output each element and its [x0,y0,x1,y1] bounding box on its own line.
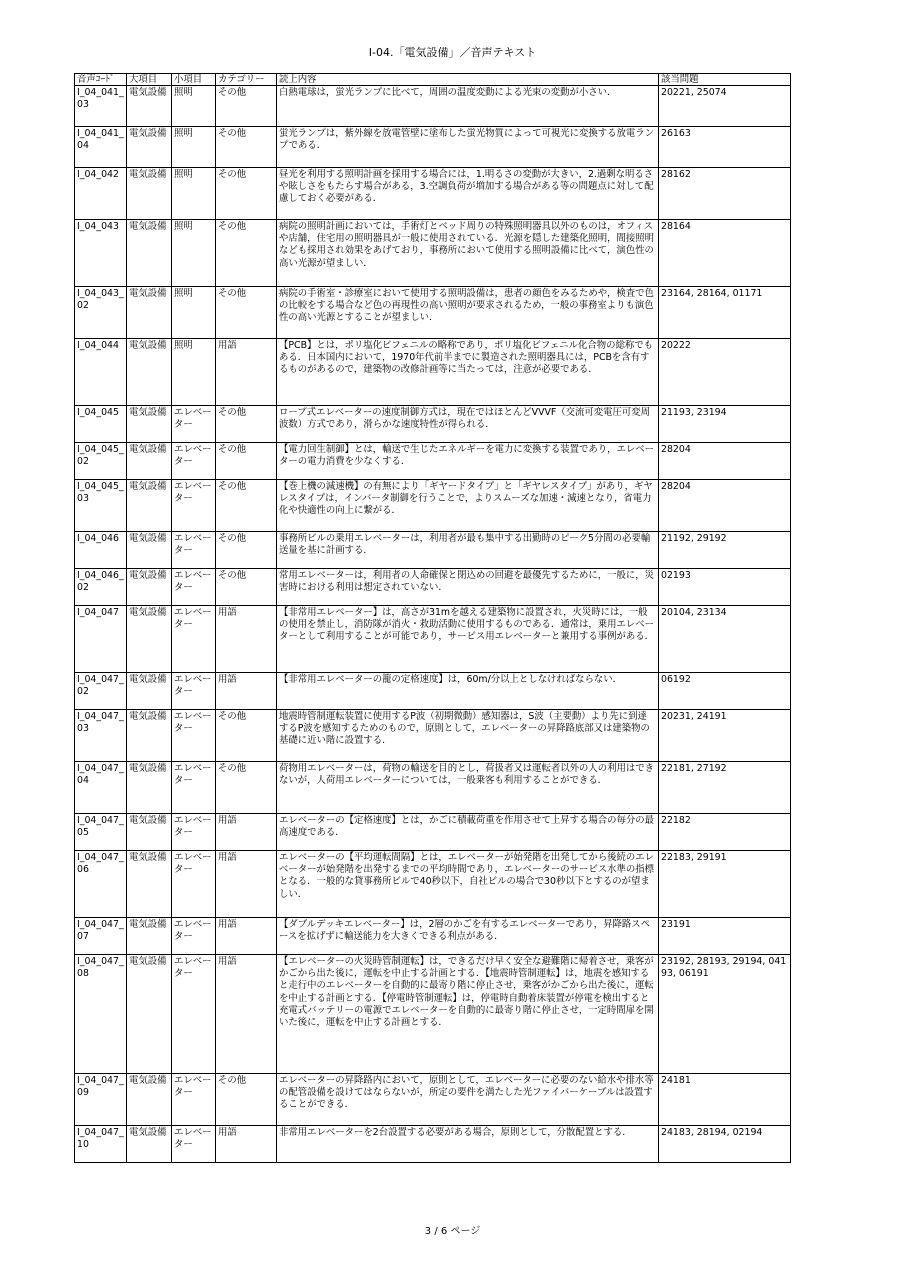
cell-category: その他 [216,762,277,814]
cell-minor: エレベーター [172,406,216,443]
cell-text: 病院の手術室・診療室において使用する照明設備は，患者の顔色をみるためや，検査で色の比較をする場合など色の再現性の高い照明が要求されるため，一般の事務室よりも演色性の高い光源とすることが望ましい． [277,287,659,339]
column-header-category: カテゴリー [216,74,277,86]
cell-category: その他 [216,86,277,127]
cell-text: 【電力回生制御】とは，輸送で生じたエネルギーを電力に変換する装置であり，エレベーターの電力消費を少なくする． [277,443,659,480]
table-row [75,127,791,168]
cell-major: 電気設備 [127,168,172,220]
cell-minor: エレベーター [172,762,216,814]
cell-refs: 28204 [659,443,791,480]
table-row [75,168,791,220]
cell-category: 用語 [216,851,277,918]
cell-category: その他 [216,168,277,220]
voice-text-table [74,73,791,1163]
cell-code: I_04_047_08 [75,955,127,1074]
cell-major: 電気設備 [127,1126,172,1163]
cell-major: 電気設備 [127,532,172,569]
cell-minor: エレベーター [172,443,216,480]
cell-category: その他 [216,569,277,606]
cell-text: エレベーターの【平均運転間隔】とは，エレベーターが始発階を出発してから後続のエレベーターが始発階を出発するまでの平均時間であり，エレベーターのサービス水準の指標となる．一般的な貸事務所ビルで40秒以下，自社ビルの場合で30秒以下とするのが望ましい． [277,851,659,918]
cell-major: 電気設備 [127,480,172,532]
cell-text: ロープ式エレベーターの速度制御方式は，現在ではほとんどVVVF（交流可変電圧可変周波数）方式であり，滑らかな速度特性が得られる． [277,406,659,443]
cell-refs: 24181 [659,1074,791,1126]
cell-text: 【ダブルデッキエレベーター】は，2層のかごを有するエレベーターであり，昇降路スペースを拡げずに輸送能力を大きくできる利点がある． [277,918,659,955]
cell-category: 用語 [216,339,277,406]
cell-category: その他 [216,532,277,569]
cell-text: 非常用エレベーターを2台設置する必要がある場合，原則として，分散配置とする． [277,1126,659,1163]
cell-code: I_04_047_06 [75,851,127,918]
cell-major: 電気設備 [127,1074,172,1126]
table-row [75,480,791,532]
cell-code: I_04_043 [75,220,127,287]
column-header-text: 読上内容 [277,74,659,86]
table-row [75,569,791,606]
cell-category: その他 [216,406,277,443]
cell-refs: 24183, 28194, 02194 [659,1126,791,1163]
cell-minor: エレベーター [172,606,216,673]
cell-code: I_04_043_02 [75,287,127,339]
cell-minor: 照明 [172,127,216,168]
page-number: 3 / 6 ページ [424,1226,481,1237]
cell-refs: 23164, 28164, 01171 [659,287,791,339]
table-row [75,955,791,1074]
cell-refs: 28162 [659,168,791,220]
cell-minor: エレベーター [172,569,216,606]
cell-major: 電気設備 [127,710,172,762]
cell-text: 【PCB】とは，ポリ塩化ビフェニルの略称であり，ポリ塩化ビフェニル化合物の総称でもある．日本国内において，1970年代前半までに製造された照明器具には，PCBを含有するものがあるので，建築物の改修計画等に当たっては，注意が必要である． [277,339,659,406]
cell-major: 電気設備 [127,287,172,339]
cell-category: 用語 [216,955,277,1074]
cell-category: その他 [216,287,277,339]
cell-minor: 照明 [172,220,216,287]
cell-code: I_04_045_02 [75,443,127,480]
cell-refs: 28164 [659,220,791,287]
cell-minor: エレベーター [172,710,216,762]
cell-text: 【非常用エレベーターの籠の定格速度】は，60m/分以上としなければならない． [277,673,659,710]
table-row [75,443,791,480]
table-row [75,532,791,569]
cell-minor: エレベーター [172,955,216,1074]
cell-code: I_04_046_02 [75,569,127,606]
cell-major: 電気設備 [127,220,172,287]
cell-refs: 22182 [659,814,791,851]
cell-category: 用語 [216,606,277,673]
cell-category: その他 [216,1074,277,1126]
cell-refs: 23192, 28193, 29194, 04193, 06191 [659,955,791,1074]
cell-text: 事務所ビルの乗用エレベーターは，利用者が最も集中する出勤時のピーク5分間の必要輸送量を基に計画する． [277,532,659,569]
cell-major: 電気設備 [127,955,172,1074]
cell-category: その他 [216,443,277,480]
cell-minor: エレベーター [172,532,216,569]
cell-refs: 23191 [659,918,791,955]
table-row [75,1074,791,1126]
cell-refs: 21193, 23194 [659,406,791,443]
cell-code: I_04_047_04 [75,762,127,814]
cell-minor: エレベーター [172,673,216,710]
cell-major: 電気設備 [127,918,172,955]
cell-text: 病院の照明計画においては，手術灯とベッド周りの特殊照明器具以外のものは，オフィスや店舗，住宅用の照明器具が一般に使用されている．光源を隠した建築化照明，間接照明なども採用され効果をあげており，事務所において使用する照明設備に比べて，演色性の高い光源が望ましい． [277,220,659,287]
table-row [75,1126,791,1163]
table-row [75,606,791,673]
cell-code: I_04_047 [75,606,127,673]
cell-category: その他 [216,710,277,762]
column-header-major: 大項目 [127,74,172,86]
cell-refs: 28204 [659,480,791,532]
cell-major: 電気設備 [127,673,172,710]
cell-code: I_04_047_05 [75,814,127,851]
cell-text: 常用エレベーターは，利用者の人命確保と閉込めの回避を最優先するために，一般に，災害時における利用は想定されていない． [277,569,659,606]
cell-category: その他 [216,220,277,287]
column-header-refs: 該当問題 [659,74,791,86]
cell-minor: エレベーター [172,1126,216,1163]
cell-category: 用語 [216,918,277,955]
cell-major: 電気設備 [127,127,172,168]
cell-major: 電気設備 [127,569,172,606]
column-header-code: 音声ｺｰﾄﾞ [75,74,127,86]
cell-minor: 照明 [172,168,216,220]
cell-category: その他 [216,480,277,532]
cell-text: エレベーターの昇降路内において，原則として，エレベーターに必要のない給水や排水等の配管設備を設けてはならないが，所定の要件を満たした光ファイバーケーブルは設置することができる． [277,1074,659,1126]
cell-refs: 20104, 23134 [659,606,791,673]
table-row [75,406,791,443]
table-row [75,762,791,814]
cell-code: I_04_041_03 [75,86,127,127]
cell-text: 地震時管制運転装置に使用するP波（初期微動）感知器は，S波（主要動）より先に到達するP波を感知するためのもので，原則として，エレベーターの昇降路底部又は建築物の基礎に近い階に設置する． [277,710,659,762]
cell-refs: 22183, 29191 [659,851,791,918]
cell-major: 電気設備 [127,814,172,851]
table-row [75,710,791,762]
cell-major: 電気設備 [127,606,172,673]
cell-refs: 20221, 25074 [659,86,791,127]
cell-text: 【非常用エレベーター】は，高さが31mを越える建築物に設置され，火災時には，一般の使用を禁止し，消防隊が消火・救助活動に使用するものである．通常は，乗用エレベーターとして利用することが可能であり，サービス用エレベーターと兼用する事例がある． [277,606,659,673]
table-row [75,220,791,287]
cell-refs: 26163 [659,127,791,168]
table-row [75,287,791,339]
cell-code: I_04_047_07 [75,918,127,955]
cell-major: 電気設備 [127,443,172,480]
cell-minor: エレベーター [172,1074,216,1126]
cell-minor: 照明 [172,339,216,406]
cell-category: 用語 [216,1126,277,1163]
cell-major: 電気設備 [127,406,172,443]
cell-minor: 照明 [172,86,216,127]
table-row [75,851,791,918]
cell-text: エレベーターの【定格速度】とは，かごに積載荷重を作用させて上昇する場合の毎分の最高速度である． [277,814,659,851]
cell-minor: エレベーター [172,851,216,918]
cell-category: 用語 [216,814,277,851]
cell-code: I_04_047_10 [75,1126,127,1163]
table-header-row [75,74,791,86]
cell-text: 昼光を利用する照明計画を採用する場合には，1.明るさの変動が大きい，2.過剰な明るさや眩しさをもたらす場合がある，3.空調負荷が増加する場合がある等の問題点に対して配慮しておく必要がある． [277,168,659,220]
cell-code: I_04_041_04 [75,127,127,168]
cell-code: I_04_047_03 [75,710,127,762]
cell-minor: エレベーター [172,480,216,532]
cell-code: I_04_044 [75,339,127,406]
table-row [75,339,791,406]
cell-code: I_04_042 [75,168,127,220]
cell-refs: 20231, 24191 [659,710,791,762]
cell-text: 蛍光ランプは，紫外線を放電管壁に塗布した蛍光物質によって可視光に変換する放電ランプである． [277,127,659,168]
cell-category: その他 [216,127,277,168]
page-title: I-04.「電気設備」／音声テキスト [368,46,537,59]
cell-refs: 22181, 27192 [659,762,791,814]
cell-code: I_04_045_03 [75,480,127,532]
cell-text: 【エレベーターの火災時管制運転】は，できるだけ早く安全な避難階に帰着させ，乗客がかごから出た後に，運転を中止する計画とする．【地震時管制運転】は，地震を感知すると走行中のエレベーターを自動的に最寄り階に停止させ，乗客がかごから出た後に，運転を中止する計画とする．【停電時管制運転】は，停電時自動着床装置が停電を検出すると充電式バッテリーの電源でエレベーターを自動的に最寄り階に停止させ，一定時間扉を開いた後に，運転を中止する計画とする． [277,955,659,1074]
cell-major: 電気設備 [127,851,172,918]
cell-code: I_04_047_09 [75,1074,127,1126]
cell-refs: 21192, 29192 [659,532,791,569]
cell-refs: 20222 [659,339,791,406]
cell-text: 【巻上機の減速機】の有無により「ギヤードタイプ」と「ギヤレスタイプ」があり，ギヤレスタイプは，インバータ制御を行うことで，よりスムーズな加速・減速となり，省電力化や快適性の向上に繋がる． [277,480,659,532]
table-row [75,86,791,127]
cell-code: I_04_047_02 [75,673,127,710]
table-row [75,814,791,851]
cell-code: I_04_045 [75,406,127,443]
cell-refs: 02193 [659,569,791,606]
table-row [75,918,791,955]
cell-code: I_04_046 [75,532,127,569]
cell-text: 荷物用エレベーターは，荷物の輸送を目的とし，荷扱者又は運転者以外の人の利用はできないが，人荷用エレベーターについては，一般乗客も利用することができる． [277,762,659,814]
cell-major: 電気設備 [127,86,172,127]
cell-minor: 照明 [172,287,216,339]
cell-major: 電気設備 [127,339,172,406]
column-header-minor: 小項目 [172,74,216,86]
cell-minor: エレベーター [172,918,216,955]
cell-minor: エレベーター [172,814,216,851]
table-row [75,673,791,710]
cell-category: 用語 [216,673,277,710]
cell-major: 電気設備 [127,762,172,814]
cell-refs: 06192 [659,673,791,710]
cell-text: 白熱電球は，蛍光ランプに比べて，周囲の温度変動による光束の変動が小さい． [277,86,659,127]
